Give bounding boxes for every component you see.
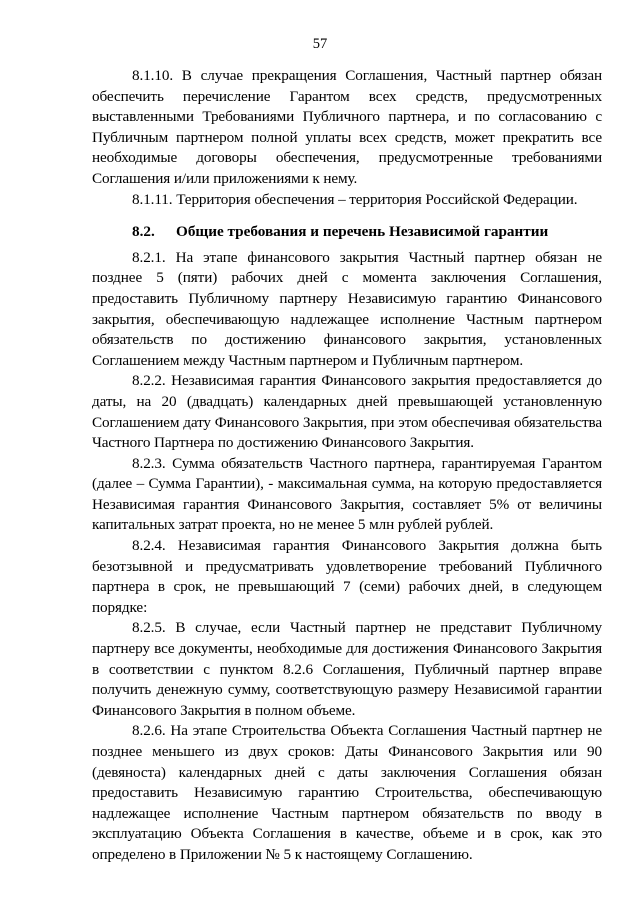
section-heading [92,222,602,243]
paragraph-8-2-1: 8.2.1. На этапе финансового закрытия Частный партнер обязан не позднее 5 (пяти) рабочих дней с момента заключения Соглашения, предоставить Публичному партнеру Независимую гарантию Финансового закрытия, обеспечивающую надлежащее исполнение Частным партнером обязательств по достижению финансового закрытия, установленных Соглашением между Частным партнером и Публичным партнером. [92,248,602,369]
paragraph-8-2-2: 8.2.2. Независимая гарантия Финансового закрытия предоставляется до даты, на 20 (двадцать) календарных дней превышающей установленную Соглашением дату Финансового Закрытия, при этом обеспечивая обязательства Частного Партнера по достижению Финансового Закрытия. [92,372,602,452]
paragraph-8-2-6: 8.2.6. На этапе Строительства Объекта Соглашения Частный партнер не позднее меньшего из двух сроков: Даты Финансового Закрытия или 90 (девяноста) календарных дней с даты заключения Соглашения обязан предоставить Независимую гарантию Строительства, обеспечивающую надлежащее исполнение Частным партнером обязательств по вводу в эксплуатацию Объекта Соглашения в качестве, объеме и в срок, как это определено в Приложении № 5 к настоящему Соглашению. [92,722,602,863]
paragraph-8-2-5: 8.2.5. В случае, если Частный партнер не представит Публичному партнеру все документы, необходимые для достижения Финансового Закрытия в соответствии с пунктом 8.2.6 Соглашения, Публичный партнер вправе получить денежную сумму, соответствующую размеру Независимой гарантии Финансового Закрытия в полном объеме. [92,619,602,719]
paragraph-8-1-10: 8.1.10. В случае прекращения Соглашения, Частный партнер обязан обеспечить перечисление Гарантом всех средств, предусмотренных выставленными Требованиями Публичного партнера, и по согласованию с Публичным партнером полной уплаты всех средств, может прекратить все необходимые договоры обеспечения, предусмотренные требованиями Соглашения и/или приложениями к нему. [92,67,602,187]
section-title: Общие требования и перечень Независимой гарантии [176,223,549,241]
document-body [92,66,602,866]
paragraph-8-2-3: 8.2.3. Сумма обязательств Частного партнера, гарантируемая Гарантом (далее – Сумма Гарантии), - максимальная сумма, на которую предоставляется Независимая гарантия Финансового Закрытия, составляет 5% от величины капитальных затрат проекта, но не менее 5 млн рублей рублей. [92,454,602,534]
section-number: 8.2. [132,223,155,241]
paragraph-8-1-11: 8.1.11. Территория обеспечения – территория Российской Федерации. [132,190,578,208]
page-number: 57 [312,36,328,52]
paragraph-8-2-4: 8.2.4. Независимая гарантия Финансового Закрытия должна быть безотзывной и предусматривать удовлетворение требований Публичного партнера в срок, не превышающий 7 (семи) рабочих дней, в следующем порядке: [92,537,602,616]
